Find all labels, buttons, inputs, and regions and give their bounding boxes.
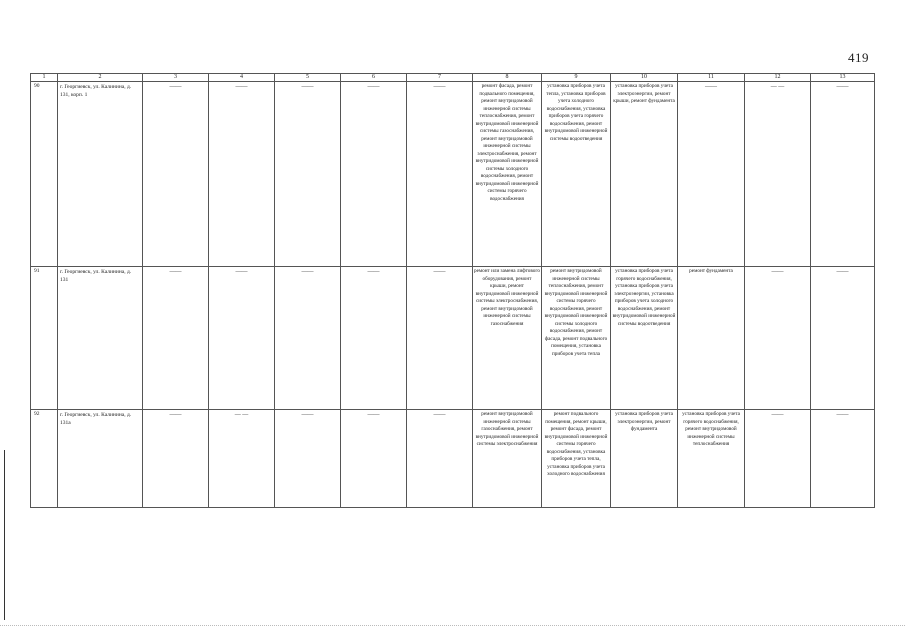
column-header: 7 xyxy=(407,74,473,82)
address-cell: г. Георгиевск, ул. Калинина, д. 131 xyxy=(58,267,143,410)
empty-cell: —— xyxy=(275,267,341,410)
empty-cell: —— xyxy=(811,267,875,410)
works-cell: установка приборов учета горячего водоснабжения, установка приборов учета электроэнергии, установка приборов учета холодного водоснабжения, ремонт внутридомовой инженерной системы водоотведения xyxy=(611,267,678,410)
works-cell: установка приборов учета электроэнергии, ремонт крыши, ремонт фундамента xyxy=(611,82,678,267)
empty-cell: —— xyxy=(341,82,407,267)
page-number: 419 xyxy=(848,50,869,65)
table-row xyxy=(31,410,875,508)
empty-cell: —— xyxy=(209,82,275,267)
works-cell: установка приборов учета горячего водоснабжения, ремонт внутридомовой инженерной системы теплоснабжения xyxy=(678,410,745,508)
column-header: 8 xyxy=(473,74,542,82)
empty-cell: —— xyxy=(341,267,407,410)
column-header: 1 xyxy=(31,74,58,82)
works-cell: ремонт внутридомовой инженерной системы газоснабжения, ремонт внутридомовой инженерной системы электроснабжения xyxy=(473,410,542,508)
empty-cell: —— xyxy=(407,267,473,410)
column-header: 4 xyxy=(209,74,275,82)
empty-cell: —— xyxy=(745,410,811,508)
row-number: 91 xyxy=(31,267,58,410)
empty-cell: —— xyxy=(143,82,209,267)
column-number-row xyxy=(31,74,875,82)
empty-cell: —— xyxy=(811,410,875,508)
works-cell: ремонт фасада, ремонт подвального помещения, ремонт внутридомовой инженерной системы теплоснабжения, ремонт внутридомовой инженерной системы газоснабжения, ремонт внутридомовой инженерной системы электроснабжения, ремонт внутридомовой инженерной системы холодного водоснабжения, ремонт внутридомовой инженерной системы горячего водоснабжения xyxy=(473,82,542,267)
scan-edge-mark xyxy=(4,450,5,620)
address-cell: г. Георгиевск, ул. Калинина, д. 131а xyxy=(58,410,143,508)
empty-cell: — — xyxy=(209,410,275,508)
row-number: 92 xyxy=(31,410,58,508)
empty-cell: —— xyxy=(745,267,811,410)
empty-cell: —— xyxy=(407,82,473,267)
works-cell: установка приборов учета тепла, установка приборов учета холодного водоснабжения, установка приборов учета горячего водоснабжения, ремонт внутридомовой инженерной системы водоотведения xyxy=(542,82,611,267)
column-header: 3 xyxy=(143,74,209,82)
empty-cell: —— xyxy=(275,410,341,508)
empty-cell: — — xyxy=(745,82,811,267)
address-cell: г. Георгиевск, ул. Калинина, д. 131, корп. 1 xyxy=(58,82,143,267)
scan-noise-line xyxy=(0,625,905,627)
empty-cell: —— xyxy=(143,410,209,508)
column-header: 5 xyxy=(275,74,341,82)
row-number: 90 xyxy=(31,82,58,267)
column-header: 13 xyxy=(811,74,875,82)
works-cell: ремонт внутридомовой инженерной системы теплоснабжения, ремонт внутридомовой инженерной системы горячего водоснабжения, ремонт внутридомовой инженерной системы холодного водоснабжения, ремонт фасада, ремонт подвального помещения, установка приборов учета тепла xyxy=(542,267,611,410)
empty-cell: —— xyxy=(209,267,275,410)
column-header: 9 xyxy=(542,74,611,82)
empty-cell: —— xyxy=(341,410,407,508)
table-row xyxy=(31,267,875,410)
empty-cell: —— xyxy=(275,82,341,267)
column-header: 11 xyxy=(678,74,745,82)
works-cell: ремонт фундамента xyxy=(678,267,745,410)
column-header: 6 xyxy=(341,74,407,82)
empty-cell: —— xyxy=(143,267,209,410)
works-cell: ремонт подвального помещения, ремонт крыши, ремонт фасада, ремонт внутридомовой инженерной системы горячего водоснабжения, установка приборов учета тепла, установка приборов учета холодного водоснабжения xyxy=(542,410,611,508)
table-row xyxy=(31,82,875,267)
column-header: 10 xyxy=(611,74,678,82)
empty-cell: —— xyxy=(407,410,473,508)
works-cell: установка приборов учета электроэнергии, ремонт фундамента xyxy=(611,410,678,508)
empty-cell: —— xyxy=(678,82,745,267)
column-header: 12 xyxy=(745,74,811,82)
works-cell: ремонт или замена лифтового оборудования, ремонт крыши, ремонт внутридомовой инженерной системы электроснабжения, ремонт внутридомовой инженерной системы газоснабжения xyxy=(473,267,542,410)
capital-repair-table xyxy=(30,73,875,508)
empty-cell: —— xyxy=(811,82,875,267)
column-header: 2 xyxy=(58,74,143,82)
